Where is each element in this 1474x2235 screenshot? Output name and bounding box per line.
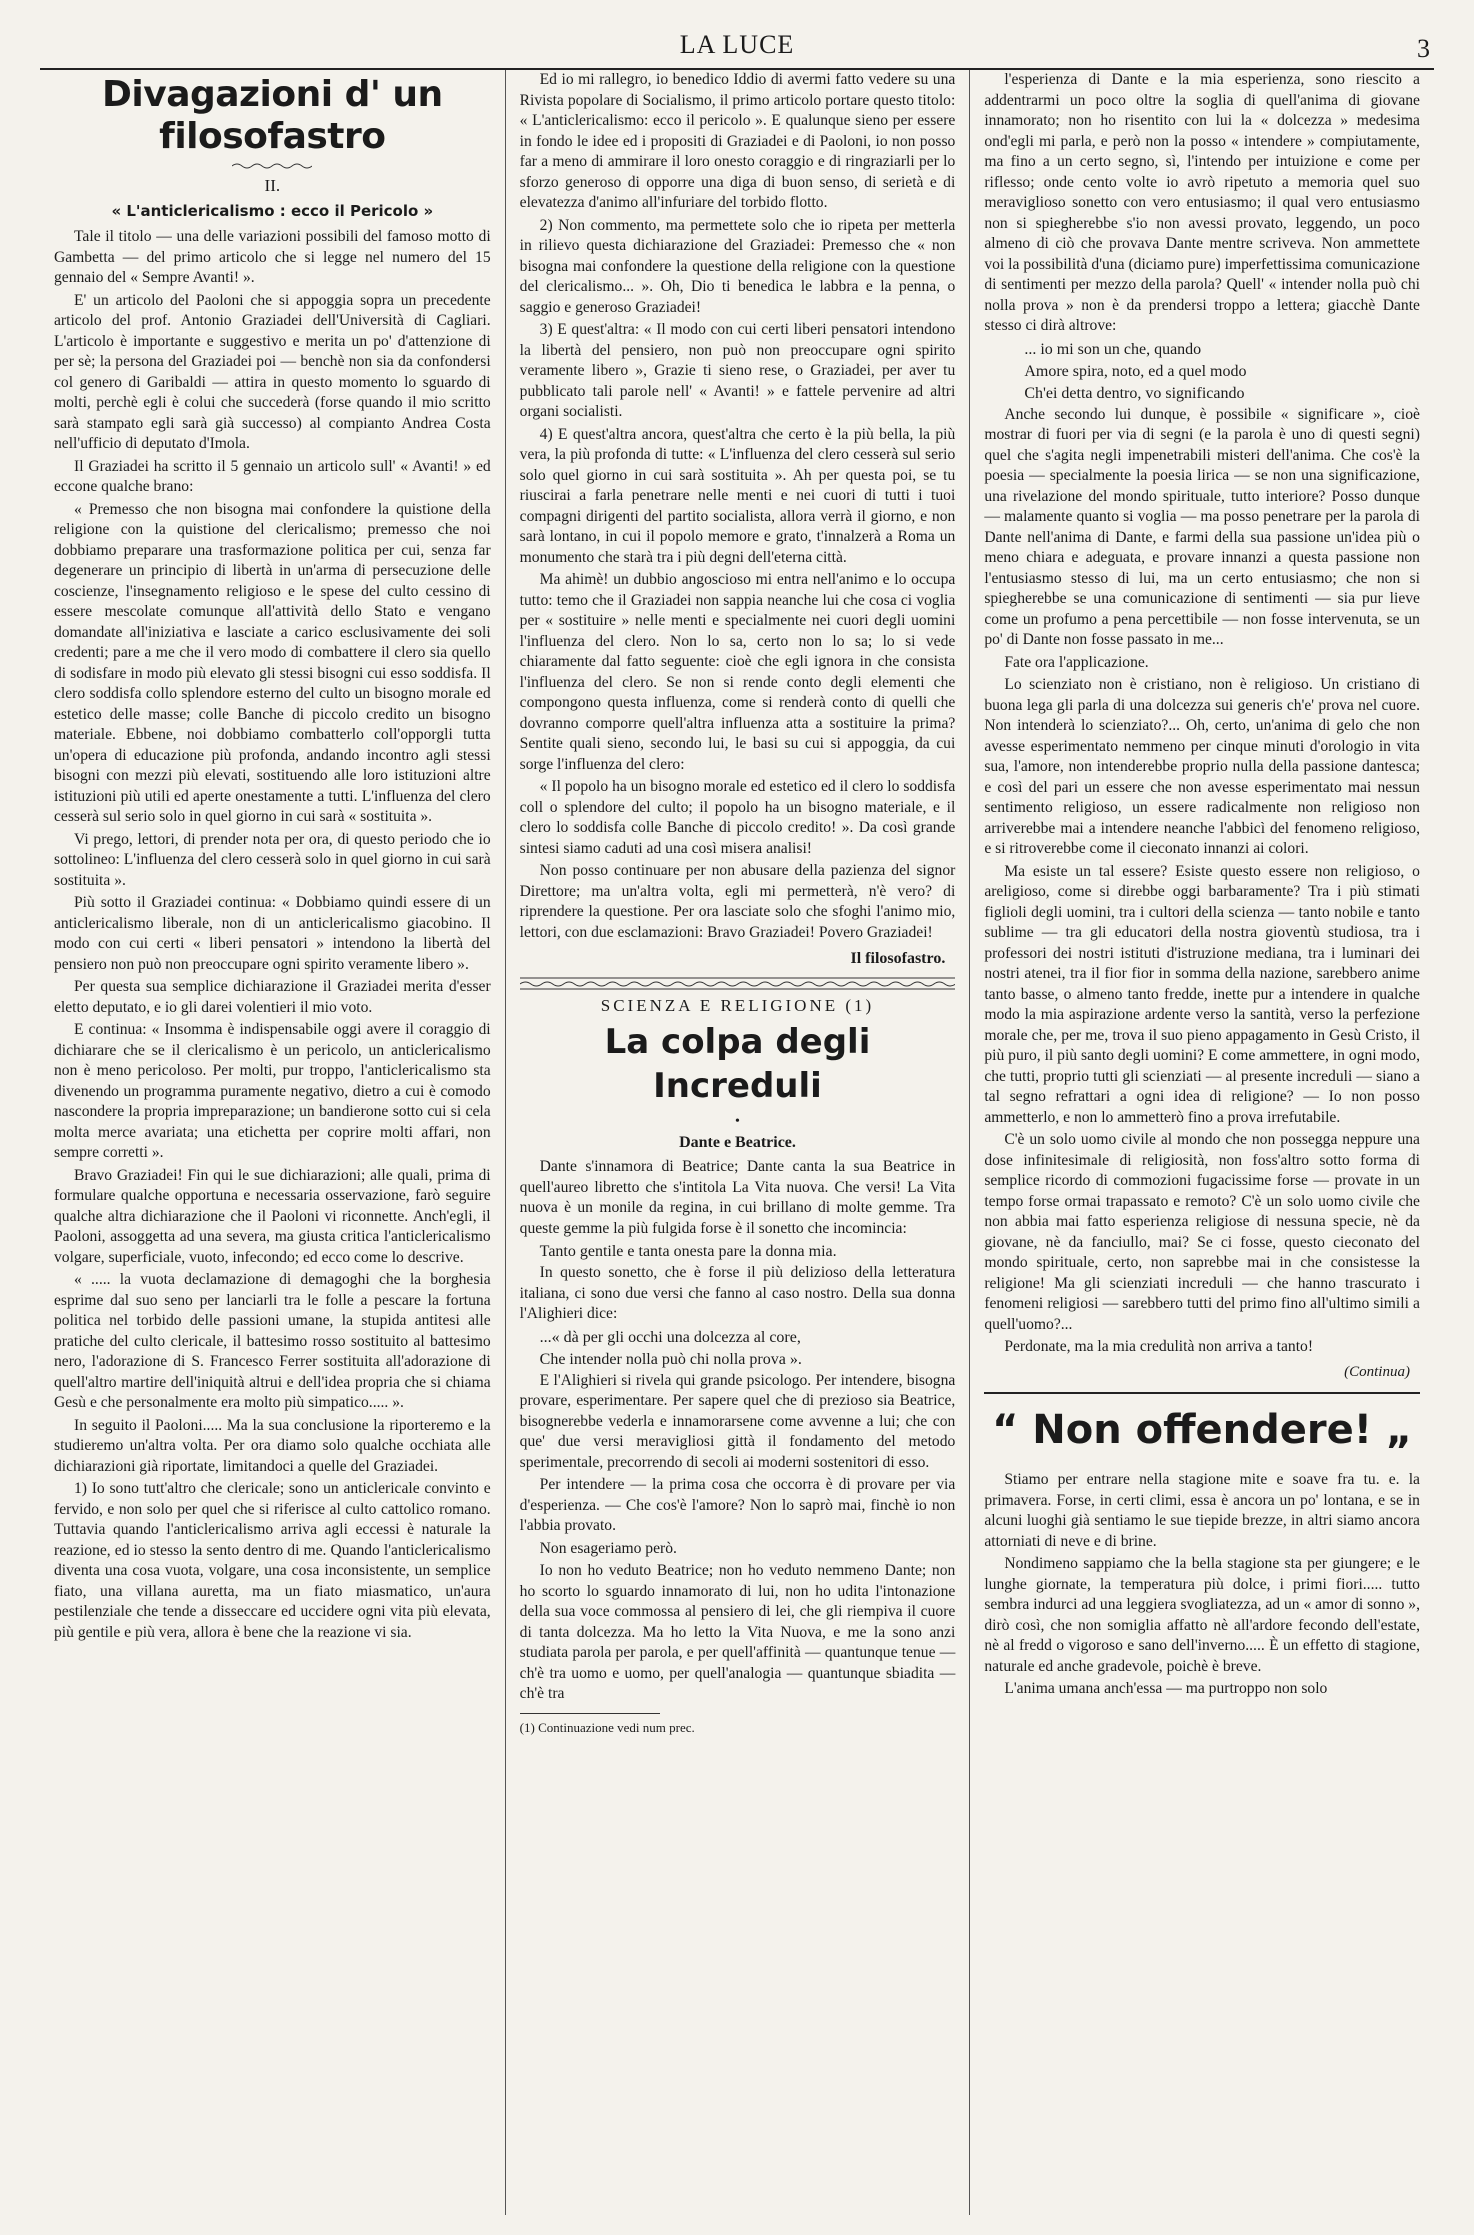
paragraph: Ma ahimè! un dubbio angoscioso mi entra nell'animo e lo occupa tutto: temo che il Graziadei non sappia neanche lui che cosa ci voglia per « sostituire » nelle menti e specialmente nei cuori degli uomini l'influenza del clero. Non lo sa, certo non lo sa; lo si vede chiaramente dal fatto seguente: cioè che egli ignora in che consista l'influenza del clero. Se non si rende conto degli elementi che compongono questa influenza, come si renderà conto di quelli che dovranno comporre quell'altra influenza atta a sostituire la prima? Sentite quali sieno, secondo lui, le basi su cui si appoggia, da cui sorge l'influenza del clero: bbox=[519, 571, 956, 773]
paragraph: Anche secondo lui dunque, è possibile « significare », cioè mostrar di fuori per via di segni (e la parola è uno di questi segni) quel che s'agita negli impenetrabili misteri dell'anima. Che cos'è la poesia — specialmente la poesia lirica — se non una significazione, una rivelazione del mondo spirituale, tutto interiore? Posso dunque — malamente quanto si voglia — ma posso penetrare per la parola di Dante nell'anima di Dante, e farmi della sua passione un'idea più o meno chiara e adeguata, e provare innanzi a questa passione non l'entusiasmo stesso di lui, ma un certo entusiasmo; che non si spiegherebbe se una comunicazione di sentimenti — sia pur lieve come un profumo a pena percettibile — non fosse intervenuta, se un po' di Dante non fosse passato in me... bbox=[984, 405, 1420, 648]
paragraph: In questo sonetto, che è forse il più delizioso della letteratura italiana, ci sono due versi che fanno al caso nostro. Della sua donna l'Alighieri dice: bbox=[519, 1264, 956, 1322]
paragraph: Nondimeno sappiamo che la bella stagione sta per giungere; e le lunghe giornate, la temperatura più dolce, i primi fiori..... tutto sembra indurci ad una leggiera svogliatezza, ad un « amor di sonno », dirò così, che non somiglia affatto nè all'ardore fecondo dell'estate, nè al fredd o vigoroso e sano dell'inverno..... È un effetto di stagione, naturale ed anche gradevole, poichè è breve. bbox=[984, 1555, 1420, 1675]
column-3 bbox=[969, 70, 1434, 2215]
article-title-colpa-increduli: La colpa degli Increduli bbox=[604, 1022, 871, 1106]
paper-name: LA LUCE bbox=[679, 30, 795, 59]
article-part-number: II. bbox=[264, 176, 281, 195]
verse-line: ...« dà per gli occhi una dolcezza al core, bbox=[539, 1328, 801, 1346]
paragraph: 2) Non commento, ma permettete solo che io ripeta per metterla in rilievo questa dichiarazione del Graziadei: Premesso che « non bisogna mai confondere la questione della religione con la questione del clericalismo... ». Oh, Dio ti benedica le labbra e la penna, o saggio e generoso Graziadei! bbox=[519, 216, 956, 316]
masthead bbox=[40, 28, 1434, 70]
paragraph: l'esperienza di Dante e la mia esperienza, sono riescito a addentrarmi un poco oltre la soglia di quell'anima di giovane innamorato; non ho risentito con lui la « dolcezza » medesima ond'egli mi parla, e però non la posso « intendere » compiutamente, ma fino a un certo segno, sì, l'intendo per intuizione e come per riflesso; onde cento volte io avrò ripetuto a memoria quel suo meraviglioso sonetto con vero entusiasmo; il qual vero entusiasmo non si spiegherebbe s'io non avessi provato, leggendo, un poco almeno di ciò che provava Dante mentre scriveva. Non ammettete voi la possibilità d'una (diciamo pure) imperfettissima comunicazione di sentimenti per mezzo della parola? Quell' « intender nolla può chi nolla prova » non è da prendersi troppo a lettera; giacchè Dante stesso ci dirà altrove: bbox=[984, 71, 1420, 334]
paragraph: Vi prego, lettori, di prender nota per ora, di questo periodo che io sottolineo: L'influenza del clero cesserà solo in quel giorno in cui sarà sostituita ». bbox=[54, 830, 491, 889]
paragraph: L'anima umana anch'essa — ma purtroppo non solo bbox=[1004, 1680, 1328, 1697]
paragraph: E l'Alighieri si rivela qui grande psicologo. Per intendere, bisogna provare, esperimentare. Per sapere quel che di prezioso sia Beatrice, bisognerebbe vederla e innamorarsene come avvenne a lui; che con que' due versi meravigliosi gittà il fondamento del metodo sperimentale, precorrendo di secoli ai moderni sostenitori di esso. bbox=[519, 1371, 956, 1471]
article-signature: Il filosofastro. bbox=[850, 950, 946, 967]
paragraph: 4) E quest'altra ancora, quest'altra che certo è la più bella, la più vera, la più profonda di tutte: « L'influenza del clero cesserà sul serio solo quel giorno in cui sarà sostituita ». Ah per questa poi, se tu riuscirai a farla penetrare nelle menti e nei cuori di tutti i tuoi compagni dirigenti del partito socialista, allora verrà il giorno, e non sarà lontano, in cui il popolo memore e grato, t'innalzerà a Roma un monumento che starà tra i più degni dell'eterna città. bbox=[519, 425, 956, 566]
paragraph: Bravo Graziadei! Fin qui le sue dichiarazioni; alle quali, prima di formulare qualche opportuna e necessaria osservazione, farò seguire qualche altra dichiarazione che il Paoloni vi riconnette. Anch'egli, il Paoloni, assoggetta ad una severa, ma giusta critica l'anticlericalismo volgare, superficiale, vuoto, infecondo; ed ecco come lo descrive. bbox=[54, 1166, 491, 1266]
verse-line: ... io mi son un che, quando bbox=[1024, 340, 1202, 358]
paragraph: Per intendere — la prima cosa che occorra è di provare per via d'esperienza. — Che cos'è l'amore? Non lo saprò mai, finchè io non l'abbia provato. bbox=[519, 1476, 956, 1534]
paragraph: Stiamo per entrare nella stagione mite e soave fra tu. e. la primavera. Forse, in certi climi, essa è ancora un po' lontana, e se in alcuni luoghi già sentiamo le sue tiepide brezze, in altri siamo ancora attorniati di neve e di brine. bbox=[984, 1471, 1420, 1550]
verse-line: Tanto gentile e tanta onesta pare la donna mia. bbox=[539, 1243, 837, 1260]
section-divider-ornament bbox=[520, 976, 956, 990]
paragraph: « Premesso che non bisogna mai confondere la quistione della religione con la quistione del clericalismo; premesso che noi dobbiamo preparare una trasformazione politica per cui, senza far degenerare un principio di libertà in un'arma di persecuzione delle coscienze, l'insegnamento religioso e le spese del culto cessino di essere mescolate comunque all'attività dello Stato e vengano domandate all'iniziativa e lasciate a carico esclusivamente dei soli credenti; pare a me che il vero modo di combattere il clero sia quello di sodisfare in modo più elevato gli stessi bisogni cui esso soddisfa. Il clero soddisfa collo splendore esterno del culto un bisogno morale ed estetico delle masse; colle Banche di piccolo credito un bisogno materiale. Ebbene, noi dobbiamo combatterlo coll'opporgli tutta un'opera di educazione più profonda, andando incontro agli stessi bisogni con mezzi più elevati, sostituendo alle loro istituzioni altre istituzioni più utili ed aperte onestamente a tutti. L'influenza del clero cesserà sul serio solo in quel giorno in cui sarà « sostituita ». bbox=[54, 500, 491, 825]
paragraph: C'è un solo uomo civile al mondo che non possegga neppure una dose infinitesimale di religiosità, non foss'altro sotto forma di semplice ricordo di commozioni fugacissime forse — provate in un tempo forse ormai trapassato e remoto? C'è un solo uomo civile che non abbia mai fatto esperienza religiose di nessuna specie, nè da giovane, nè da fanciullo, mai? Se ci fosse, questo cieconato del mondo spirituale, certo, non saprebbe mai in che consistesse la religione! Ma gli scienziati increduli — che hanno trascurato i fenomeni religiosi — sarebbero tutti del primo fino all'ultimo simili a quell'uomo?... bbox=[984, 1131, 1420, 1333]
columns bbox=[40, 70, 1434, 2215]
paragraph: « Il popolo ha un bisogno morale ed estetico ed il clero lo soddisfa coll o splendore del culto; il popolo ha un bisogno materiale, e il clero lo soddisfa colle Banche di piccolo credito! ». Da così grande sintesi siamo caduti ad una così misera analisi! bbox=[519, 778, 956, 857]
bullet-ornament: • bbox=[735, 1114, 740, 1129]
verse-line: Che intender nolla può chi nolla prova ». bbox=[539, 1350, 802, 1368]
footnote: (1) Continuazione vedi num prec. bbox=[519, 1719, 695, 1735]
paragraph: Dante s'innamora di Beatrice; Dante canta la sua Beatrice in quell'aureo libretto che s'intitola La Vita nuova. Che versi! La Vita nuova è un monile da regina, in cui brillano di molte gemme. Tra queste gemme la più fulgida forse è il sonetto che incomincia: bbox=[519, 1158, 956, 1237]
article-title-divagazioni: Divagazioni d' un filosofastro bbox=[102, 74, 443, 157]
paragraph: Io non ho veduto Beatrice; non ho veduto nemmeno Dante; non ho scorto lo sguardo innamorato di lui, non ho udita l'intonazione della sua voce commossa al pensiero di lei, che gli riempiva il cuore di tanta dolcezza. Ma ho letto la Vita Nuova, e me la sono anzi studiata parola per parola, e per quell'affinità — quantunque tenue — ch'è tra uomo e uomo, per quell'analogia — quantunque sbiadita — ch'è tra bbox=[519, 1562, 956, 1702]
paragraph: Tale il titolo — una delle variazioni possibili del famoso motto di Gambetta — del primo articolo che si legge nel numero del 15 gennaio del « Sempre Avanti! ». bbox=[54, 228, 491, 286]
paragraph: E continua: « Insomma è indispensabile oggi avere il coraggio di dichiarare che se il clericalismo è un pericolo, un anticlericalismo non è meno pericoloso. Per molti, pur troppo, l'anticlericalismo sta divenendo un programma puramente negativo, dietro a cui è comodo nascondere la propria impreparazione; un bandierone sotto cui si cela molta merce avariata; una etichetta per coprire molti affari, non sempre corretti ». bbox=[54, 1021, 491, 1161]
paragraph: Per questa sua semplice dichiarazione il Graziadei merita d'esser eletto deputato, e io gli darei volentieri il mio voto. bbox=[54, 978, 491, 1016]
paragraph: Lo scienziato non è cristiano, non è religioso. Un cristiano di buona lega gli parla di una dolcezza sui generis ch'e' prova nel cuore. Non intenderà lo scienziato?... Oh, certo, un'anima di gelo che non avesse esperimentato nemmeno per cinque minuti d'orologio in vita sua, l'amore, non intenderebbe proprio nulla della passione dantesca; e così del pari un essere che non avesse esperimentato mai nessun sentimento religioso, un essere radicalmente non religioso non arriverebbe mai a intendere neanche l'abbicì del fenomeno religioso, e si ritroverebbe come il cieconato innanzi ai colori. bbox=[984, 676, 1420, 857]
article-title-non-offendere: “ Non offendere! „ bbox=[984, 1392, 1420, 1456]
verse-line: Ch'ei detta dentro, vo significando bbox=[1024, 384, 1245, 402]
paragraph: In seguito il Paoloni..... Ma la sua conclusione la riporteremo e la studieremo un'altra volta. Per ora diamo solo qualche occhiata alle dichiarazioni già riportate, limitandoci a quelle del Graziadei. bbox=[54, 1416, 491, 1475]
title-squiggle-ornament bbox=[232, 162, 312, 170]
paragraph: Fate ora l'applicazione. bbox=[1004, 653, 1149, 671]
article-subheading: Dante e Beatrice. bbox=[679, 1133, 796, 1151]
paragraph: « ..... la vuota declamazione di demagoghi che la borghesia esprime dal suo seno per lanciarli tra le folle a pescare la fortuna politica nel torbido delle passioni umane, la stupida antitesi alle pratiche del culto clericale, il battesimo rosso sostituito al battesimo nero, l'adorazione di S. Francesco Ferrer sostituita all'adorazione di quell'altro martire dell'iniquità altrui e dell'idea propria che si chiama Gesù e che personalmente era molto più simpatico..... ». bbox=[54, 1271, 491, 1411]
paragraph: Non posso continuare per non abusare della pazienza del signor Direttore; ma un'altra volta, egli mi permetterà, n'è vero? di riprendere la questione. Per ora lasciate solo che sfoghi l'animo mio, lettori, con due esclamazioni: Bravo Graziadei! Povero Graziadei! bbox=[519, 862, 956, 941]
paragraph: Ma esiste un tal essere? Esiste questo essere non religioso, o areligioso, come si direbbe oggi barbaramente? Tra i più stimati figlioli degli uomini, tra i cultori della scienza — tanto nobile e tanto sublime — tra gli educatori della nostra gioventù studiosa, tra i professori dei nostri istituti d'istruzione mediana, tra i luminari dei nostri atenei, tra il fior fior in somma della nazione, sarebbero anime tanto basse, o almeno tanto fredde, inette pur a intendere in qualche modo la mia aspirazione ardente verso la santità, verso la perfezione morale che, per me, trova il suo pieno appagamento in Gesù Cristo, il più puro, il più santo degli uomini? E come ammettere, in ogni modo, che tutti, proprio tutti gli scienziati — al presente increduli — siano a tal segno refrattari a ogni idea di religione? — Io non posso ammetterlo, e non lo ammetterò fino a prova irrefutabile. bbox=[984, 862, 1420, 1126]
paragraph: Non esageriamo però. bbox=[539, 1539, 677, 1557]
verse-line: Amore spira, noto, ed a quel modo bbox=[1024, 362, 1247, 380]
paragraph: E' un articolo del Paoloni che si appoggia sopra un precedente articolo del prof. Antonio Graziadei dell'Università di Cagliari. L'articolo è importante e suggestivo e merita un po' d'attenzione di per sè; la persona del Graziadei poi — benchè non sia da confondersi col genero di Garibaldi — attira in questo momento lo sguardo di molti, perchè egli è colui che succederà (forse quando il mio scritto sarà stampato egli sarà già successo) al compianto Andrea Costa nell'ufficio di deputato d'Imola. bbox=[54, 291, 491, 452]
footnote-rule bbox=[520, 1713, 660, 1714]
paragraph: 3) E quest'altra: « Il modo con cui certi liberi pensatori intendono la libertà del pensiero, non può non preoccupare ogni spirito veramente libero », Grazie ti sieno rese, o Graziadei, per aver tu pubblicato tali parole nell' « Avanti! » e fattele pervenire ad altri organi socialisti. bbox=[519, 321, 956, 420]
paragraph: Più sotto il Graziadei continua: « Dobbiamo quindi essere di un anticlericalismo liberale, non di un anticlericalismo giacobino. Il modo con cui certi « liberi pensatori » intendono la libertà del pensiero non può non preoccupare ogni spirito veramente libero ». bbox=[54, 894, 491, 973]
continued-note: (Continua) bbox=[1344, 1363, 1410, 1380]
article-subtitle: « L'anticlericalismo : ecco il Pericolo » bbox=[111, 201, 434, 220]
paragraph: Il Graziadei ha scritto il 5 gennaio un articolo sull' « Avanti! » ed eccone qualche brano: bbox=[54, 457, 491, 495]
paragraph: 1) Io sono tutt'altro che clericale; sono un anticlericale convinto e fervido, e non solo per quel che si riferisce al culto cattolico romano. Tuttavia quando l'anticlericalismo arriva agli eccessi è naturale la reazione, ed io stesso la sento dentro di me. Quando l'anticlericalismo diventa una cosa vuota, volgare, una cosa inconsistente, un semplice fiato, una villana auretta, ma un fiato miasmatico, un'aura pestilenziale che tende a disseccare ed uccidere ogni vita più elevata, più gentile e più vera, allora è bene che la reazione vi sia. bbox=[54, 1480, 491, 1641]
column-2 bbox=[505, 70, 970, 2215]
column-1 bbox=[40, 70, 505, 2215]
paragraph: Perdonate, ma la mia credulità non arriva a tanto! bbox=[1004, 1338, 1314, 1355]
paragraph: Ed io mi rallegro, io benedico Iddio di avermi fatto vedere su una Rivista popolare di Socialismo, il primo articolo portare questo titolo: « L'anticlericalismo: ecco il pericolo ». E qualunque sieno per essere in fondo le idee ed i propositi di Graziadei e di Paoloni, io non posso far a meno di ammirare il loro onesto coraggio e di ringraziarli per lo sforzo generoso di opporre una diga di buon senso, di serietà e di elevatezza d'animo all'infuriare del torbido flotto. bbox=[519, 71, 956, 211]
section-heading: SCIENZA E RELIGIONE (1) bbox=[600, 995, 875, 1015]
page-number: 3 bbox=[1417, 34, 1430, 63]
